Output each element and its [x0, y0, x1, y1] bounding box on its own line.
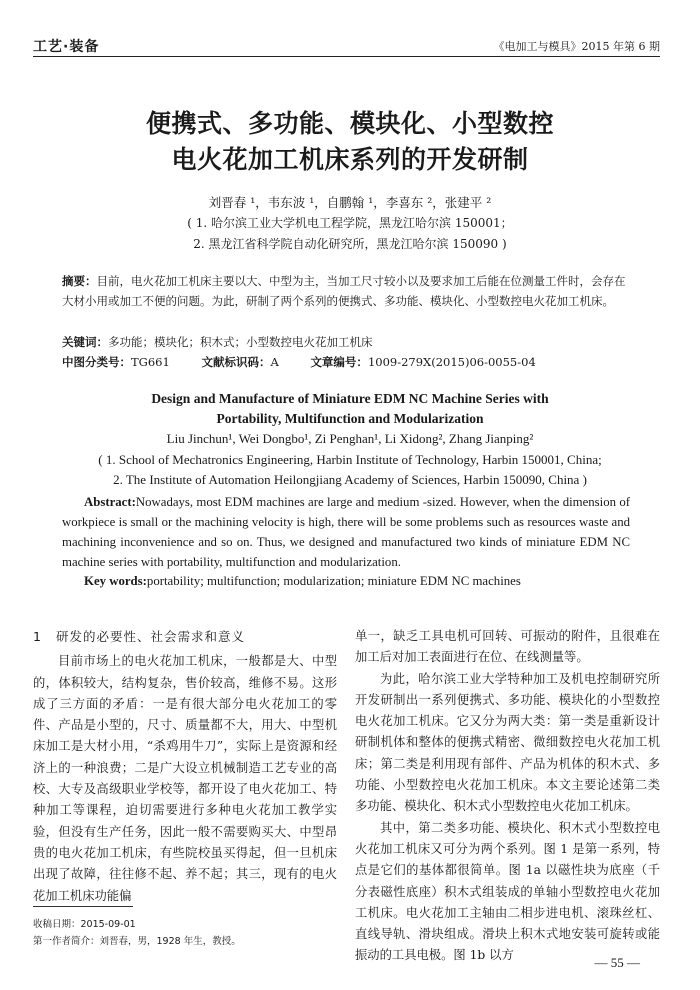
abstract-en-text: Nowadays, most EDM machines are large and medium -sized. However, when the dimension of workpiece is small or the machining velocity is high, there will be some problems such as resources waste and machining inconvenience and so on. Thus, we designed and manufactured two kinds of miniature EDM NC machine series with portability, multifunction and modularization. [62, 495, 630, 569]
keywords-cn [62, 332, 630, 352]
right-column [355, 626, 660, 967]
doc-code-value: A [270, 355, 279, 369]
body-paragraph: 为此，哈尔滨工业大学特种加工及机电控制研究所开发研制出一系列便携式、多功能、模块化的小型数控电火花加工机床。它又分为两大类：第一类是重新设计研制机体和整体的便携式精密、微细数控电火花加工机床；第二类是利用现有部件、产品为机体的积木式、多功能、小型数控电火花加工机床。本文主要论述第二类多功能、模块化、积木式小型数控电火花加工机床。 [355, 671, 660, 814]
keywords-cn-label: 关键词： [62, 335, 108, 349]
classification-line [62, 352, 630, 372]
section-number: 1 [33, 629, 42, 644]
abstract-cn-text: 目前，电火花加工机床主要以大、中型为主，当加工尺寸较小以及要求加工后能在位测量工件时，会存在大材小用或加工不便的问题。为此，研制了两个系列的便携式、多功能、模块化、小型数控电火花加工机床。 [62, 274, 626, 308]
section-heading [33, 626, 337, 647]
authors-en: Liu Jinchun¹, Wei Dongbo¹, Zi Penghan¹, Li Xidong², Zhang Jianping² [166, 431, 534, 446]
affiliation-en-2: 2. The Institute of Automation Heilongjiang Academy of Sciences, Harbin 150090, China ) [113, 472, 587, 487]
paper-title-line-1: 便携式、多功能、模块化、小型数控 [145, 109, 554, 138]
authors-cn: 刘晋春 ¹，韦东波 ¹，自鹏翰 ¹，李喜东 ²，张建平 ² [208, 195, 492, 210]
section-label: 工艺·装备 [33, 39, 100, 55]
section-title: 研发的必要性、社会需求和意义 [55, 629, 245, 644]
keywords-en-label: Key words: [84, 574, 147, 588]
doc-code-label: 文献标识码： [201, 355, 271, 369]
footnote-author-bio: 第一作者简介：刘晋春，男，1928 年生，教授。 [33, 936, 241, 947]
affiliation-cn-1: ( 1. 哈尔滨工业大学机电工程学院，黑龙江哈尔滨 150001； [187, 216, 513, 230]
affiliation-cn-2: 2. 黑龙江省科学院自动化研究所，黑龙江哈尔滨 150090 ) [193, 237, 507, 251]
body-paragraph: 单一，缺乏工具电机可回转、可振动的附件，且很难在加工后对加工表面进行在位、在线测量等。 [355, 629, 660, 665]
journal-citation: 《电加工与模具》2015 年第 6 期 [493, 40, 660, 53]
english-title-line-1: Design and Manufacture of Miniature EDM NC Machine Series with [151, 391, 549, 406]
affiliation-en-1: ( 1. School of Mechatronics Engineering, Harbin Institute of Technology, Harbin 150001, China; [98, 452, 602, 467]
article-number-label: 文章编号： [310, 355, 368, 369]
clc-value: TG661 [131, 355, 170, 369]
page-number: — 55 — [594, 955, 640, 970]
keywords-cn-text: 多功能；模块化；积木式；小型数控电火花加工机床 [108, 335, 373, 349]
keywords-en-text: portability; multifunction; modularization; miniature EDM NC machines [146, 574, 521, 588]
abstract-cn [62, 271, 630, 311]
left-column [33, 626, 337, 907]
body-paragraph: 目前市场上的电火花加工机床，一般都是大、中型的，体积较大，结构复杂，售价较高，维修不易。这形成了三方面的矛盾：一是有很大部分电火花加工的零件、产品是小型的，尺寸、质量都不大，用大、中型机床加工是大材小用，“杀鸡用牛刀”，实际上是资源和经济上的一种浪费；二是广大设立机械制造工艺专业的高校、大专及高级职业学校等，都开设了电火花加工、特种加工等课程，迫切需要进行多种电火花加工教学实验，但没有生产任务，因此一般不需要购买大、中型昂贵的电火花加工机床，有些院校虽买得起，但一旦机床出现了故障，往往修不起、养不起；其三，现有的电火花加工机床功能偏 [33, 654, 337, 903]
footnote-received-date: 收稿日期：2015-09-01 [33, 919, 136, 930]
abstract-en [62, 492, 630, 572]
abstract-en-label: Abstract: [84, 495, 136, 509]
running-header [33, 30, 660, 57]
keywords-en [84, 574, 630, 589]
clc-label: 中图分类号： [62, 355, 131, 369]
body-paragraph: 其中，第二类多功能、模块化、积木式小型数控电火花加工机床又可分为两个系列。图 1 是第一系列，特点是它们的基体都很简单。图 1a 以磁性块为底座（千分表磁性底座）积木式组装成的单轴小型数控电火花加工机床。电火花加工主轴由二相步进电机、滚珠丝杠、直线导轨、滑块组成。滑块上积木式地安装可旋转或能振动的工具电极。图 1b 以方 [355, 820, 660, 963]
paper-title-line-2: 电火花加工机床系列的开发研制 [171, 145, 529, 174]
abstract-cn-label: 摘要： [62, 274, 97, 288]
article-number-value: 1009-279X(2015)06-0055-04 [367, 355, 536, 369]
english-title-line-2: Portability, Multifunction and Modularization [216, 411, 484, 426]
footnote-divider [33, 906, 133, 907]
